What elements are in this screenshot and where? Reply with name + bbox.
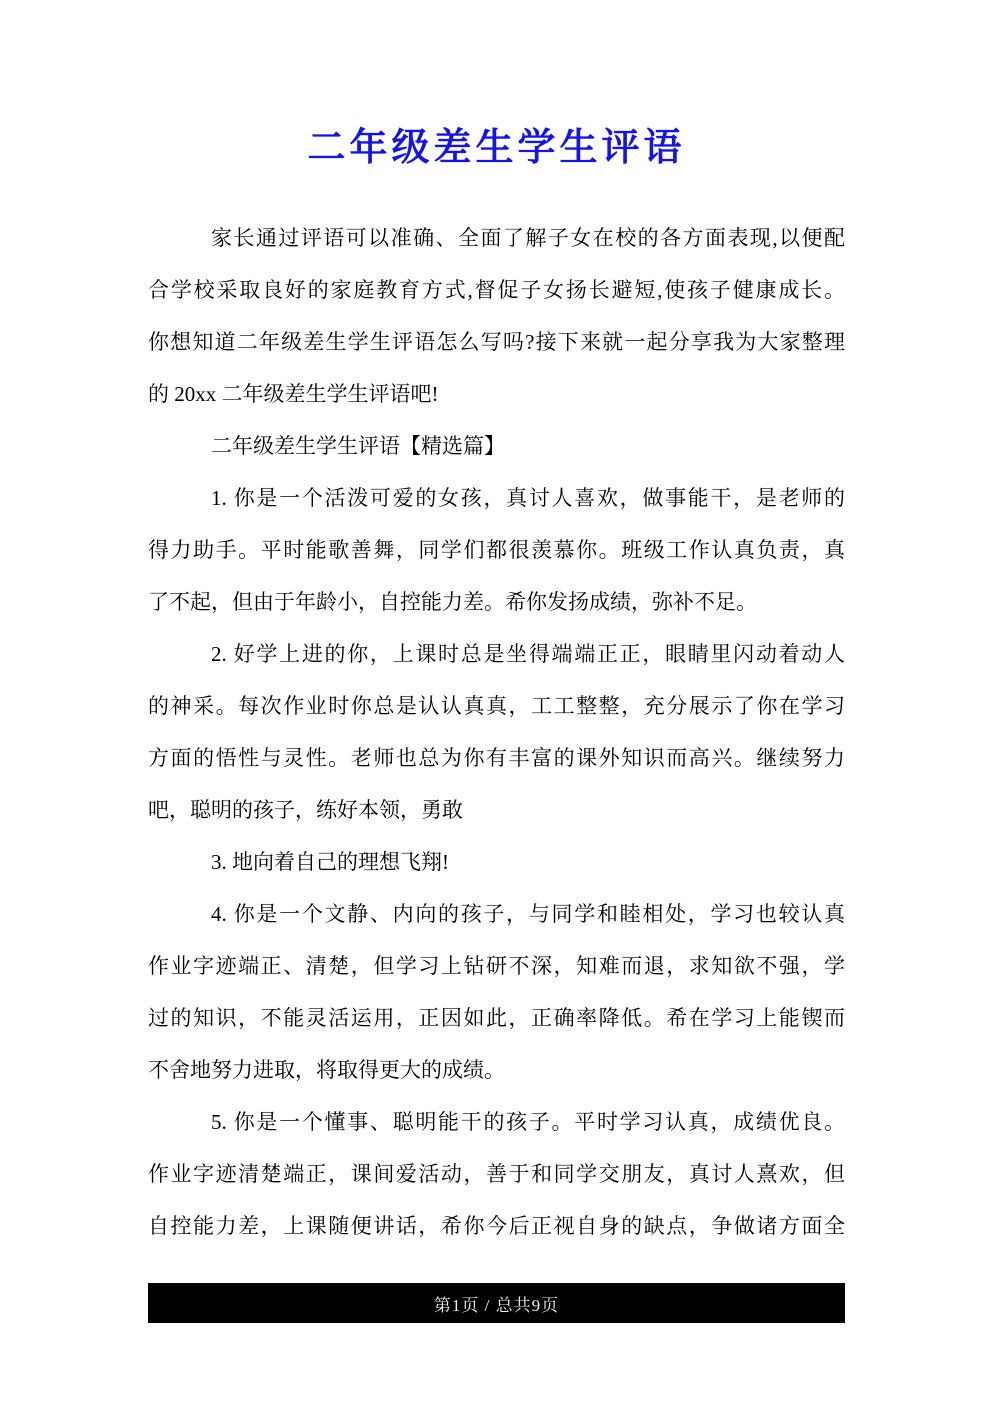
text-line: 作业字迹端正、清楚，但学习上钻研不深，知难而退，求知欲不强，学: [148, 954, 845, 978]
text-line: 过的知识，不能灵活运用，正因如此，正确率降低。希在学习上能锲而: [148, 1006, 845, 1030]
document-title: 二年级差生学生评语: [307, 127, 686, 169]
text-line: 方面的悟性与灵性。老师也总为你有丰富的课外知识而高兴。继续努力: [148, 746, 845, 770]
page-footer-bar: [148, 1283, 845, 1323]
body-text: [148, 212, 845, 1252]
text-line: 不舍地努力进取，将取得更大的成绩。: [148, 1058, 505, 1082]
text-line: 家长通过评语可以准确、全面了解子女在校的各方面表现,以便配: [211, 226, 845, 250]
text-line: 3. 地向着自己的理想飞翔!: [211, 850, 449, 874]
text-line: 你想知道二年级差生学生评语怎么写吗?接下来就一起分享我为大家整理: [148, 330, 845, 354]
text-line: 合学校采取良好的家庭教育方式,督促子女扬长避短,使孩子健康成长。: [148, 278, 845, 302]
text-line: 的神采。每次作业时你总是认认真真，工工整整，充分展示了你在学习: [148, 694, 845, 718]
text-line: 的 20xx 二年级差生学生评语吧!: [148, 382, 439, 406]
text-line: 二年级差生学生评语【精选篇】: [211, 434, 505, 458]
text-line: 得力助手。平时能歌善舞，同学们都很羡慕你。班级工作认真负责，真: [148, 538, 845, 562]
page-number-indicator: 第1页 / 总共9页: [433, 1295, 560, 1315]
text-line: 4. 你是一个文静、内向的孩子，与同学和睦相处，学习也较认真: [211, 902, 845, 926]
text-line: 作业字迹清楚端正，课间爱活动，善于和同学交朋友，真讨人熹欢，但: [148, 1162, 845, 1186]
text-line: 了不起，但由于年龄小，自控能力差。希你发扬成绩，弥补不足。: [148, 590, 757, 614]
text-line: 吧，聪明的孩子，练好本领，勇敢: [148, 798, 463, 822]
text-line: 自控能力差，上课随便讲话，希你今后正视自身的缺点，争做诸方面全: [148, 1214, 845, 1238]
text-line: 1. 你是一个活泼可爱的女孩，真讨人喜欢，做事能干，是老师的: [211, 486, 845, 510]
text-line: 2. 好学上进的你，上课时总是坐得端端正正，眼睛里闪动着动人: [211, 642, 845, 666]
text-line: 5. 你是一个懂事、聪明能干的孩子。平时学习认真，成绩优良。: [211, 1110, 845, 1134]
